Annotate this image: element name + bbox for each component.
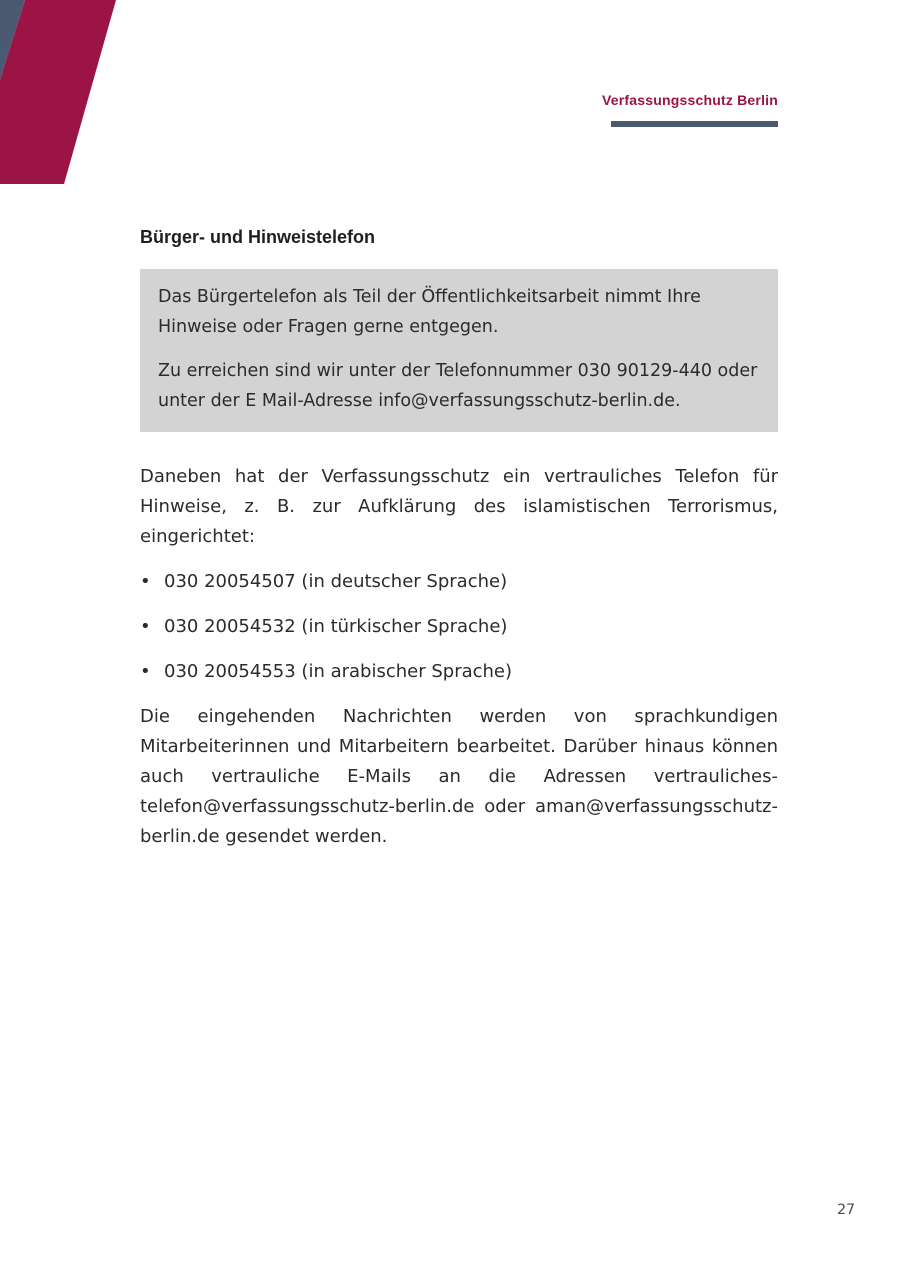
phone-list <box>140 567 778 687</box>
section-heading: Bürger- und Hinweistelefon <box>140 227 376 247</box>
info-box <box>140 269 778 432</box>
bullet-icon: • <box>140 571 151 592</box>
header-title: Verfassungsschutz Berlin <box>602 92 778 108</box>
header-rule <box>611 121 778 127</box>
phone-entry-arabic: 030 20054553 (in arabischer Sprache) <box>164 661 513 682</box>
list-item <box>140 567 778 597</box>
closing-paragraph: Die eingehenden Nachrichten werden von sprachkundigen Mitarbeiterinnen und Mitarbeitern bearbeitet. Darüber hinaus können auch vertrauliche E-Mails an die Adressen vertrauliches-telefon@verfassungsschutz-berlin.de oder aman@verfassungsschutz-berlin.de gesendet werden. <box>140 706 778 847</box>
intro-paragraph: Daneben hat der Verfassungsschutz ein vertrauliches Telefon für Hinweise, z. B. zur Aufklärung des islamistischen Terrorismus, eingerichtet: <box>140 466 778 547</box>
phone-entry-turkish: 030 20054532 (in türkischer Sprache) <box>164 616 508 637</box>
bullet-icon: • <box>140 661 151 682</box>
list-item <box>140 657 778 687</box>
bullet-icon: • <box>140 616 151 637</box>
phone-entry-german: 030 20054507 (in deutscher Sprache) <box>164 571 508 592</box>
list-item <box>140 612 778 642</box>
main-content <box>140 224 778 852</box>
corner-crimson-band <box>0 0 116 184</box>
info-box-paragraph-2: Zu erreichen sind wir unter der Telefonnummer 030 90129-440 oder unter der E Mail-Adresse info@verfassungsschutz-berlin.de. <box>158 361 758 411</box>
corner-decoration <box>0 0 120 190</box>
page-number: 27 <box>837 1202 855 1218</box>
info-box-paragraph-1: Das Bürgertelefon als Teil der Öffentlichkeitsarbeit nimmt Ihre Hinweise oder Fragen gerne entgegen. <box>158 287 701 337</box>
